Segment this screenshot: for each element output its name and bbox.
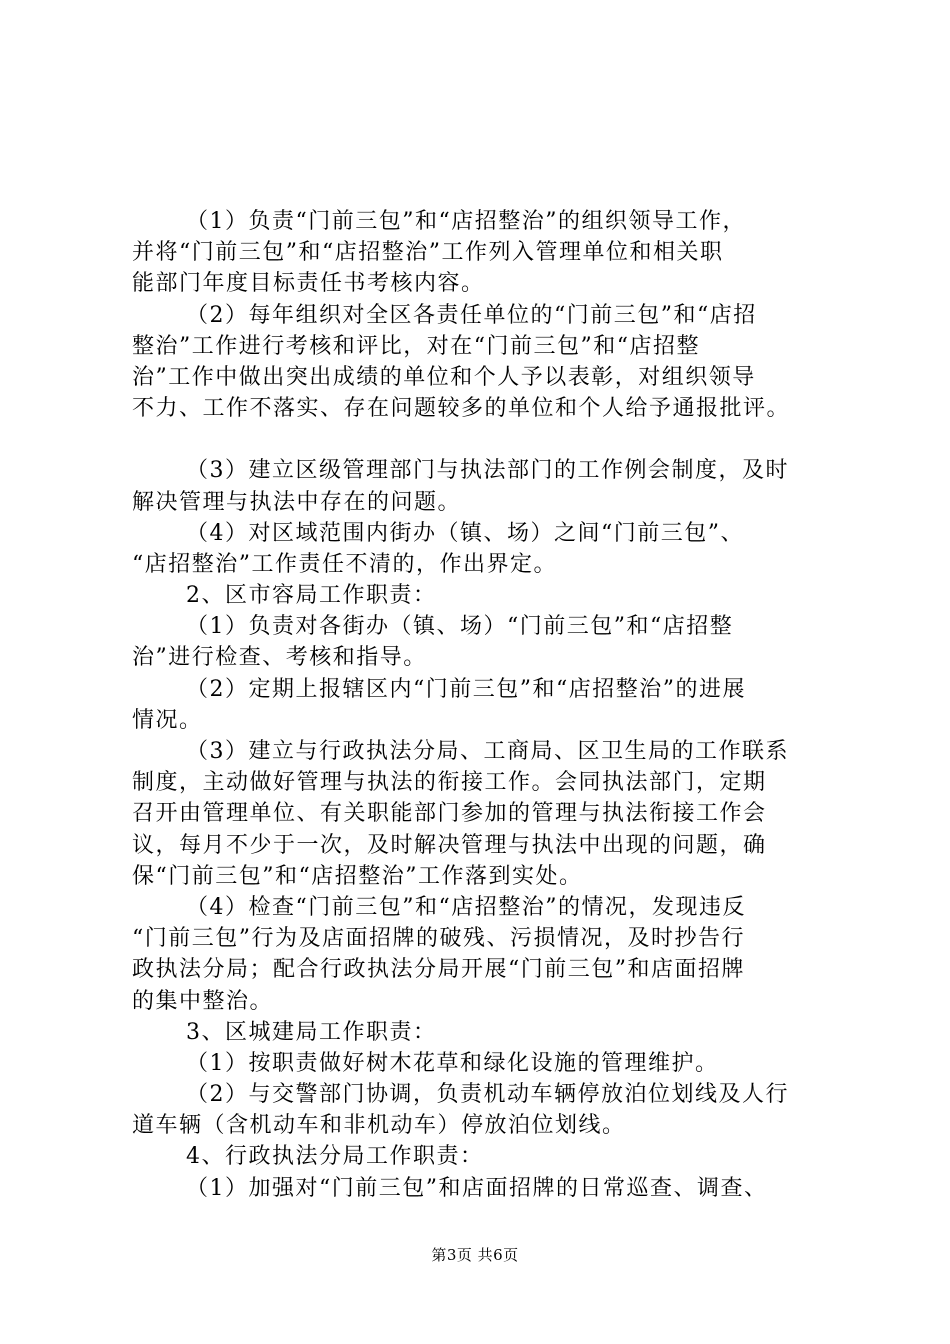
text-line: 道车辆（含机动车和非机动车）停放泊位划线。: [132, 1113, 626, 1139]
paragraph-2-1: [132, 611, 832, 673]
text-line: 解决管理与执法中存在的问题。: [132, 489, 462, 515]
paragraph-2-2: [132, 674, 832, 736]
paragraph-2-4: [132, 892, 832, 1017]
text-line: （2）定期上报辖区内“门前三包”和“店招整治”的进展: [186, 676, 746, 702]
paragraph-1-1: [132, 206, 832, 300]
paragraph-4-1: [132, 1173, 832, 1204]
section-heading-4: [132, 1141, 832, 1172]
text-line: 制度，主动做好管理与执法的衔接工作。会同执法部门，定期: [132, 770, 767, 796]
text-line: （1）负责“门前三包”和“店招整治”的组织领导工作，: [186, 209, 746, 234]
paragraph-1-3: [132, 455, 832, 517]
paragraph-3-1: [132, 1048, 832, 1079]
paragraph-1-4: [132, 518, 832, 580]
text-line: 2、区市容局工作职责：: [186, 583, 437, 609]
text-line: 整治”工作进行考核和评比，对在“门前三包”和“店招整: [132, 333, 700, 359]
paragraph-1-2: [132, 300, 832, 425]
text-line: （4）检查“门前三包”和“店招整治”的情况，发现违反: [186, 894, 746, 920]
text-line: （3）建立区级管理部门与执法部门的工作例会制度，及时: [186, 458, 789, 484]
text-line: （1）加强对“门前三包”和店面招牌的日常巡查、调查、: [186, 1175, 768, 1201]
text-line: 召开由管理单位、有关职能部门参加的管理与执法衔接工作会: [132, 801, 767, 827]
section-heading-2: [132, 580, 832, 611]
text-line: 治”工作中做出突出成绩的单位和个人予以表彰，对组织领导: [132, 364, 756, 390]
document-body: [132, 206, 832, 1204]
text-line: 情况。: [132, 707, 203, 733]
text-line: “门前三包”行为及店面招牌的破残、污损情况，及时抄告行: [132, 926, 745, 952]
text-line: （2）与交警部门协调，负责机动车辆停放泊位划线及人行: [186, 1082, 789, 1108]
text-line: （4）对区域范围内街办（镇、场）之间“门前三包”、: [186, 520, 744, 546]
text-line: 治”进行检查、考核和指导。: [132, 645, 427, 671]
paragraph-2-3: [132, 736, 832, 892]
page-footer: [0, 1244, 950, 1265]
section-heading-3: [132, 1017, 832, 1048]
text-line: 政执法分局；配合行政执法分局开展“门前三包”和店面招牌: [132, 957, 745, 983]
text-line: 议，每月不少于一次，及时解决管理与执法中出现的问题，确: [132, 832, 767, 858]
text-line: （1）按职责做好树木花草和绿化设施的管理维护。: [186, 1050, 719, 1076]
text-line: 4、行政执法分局工作职责：: [186, 1144, 484, 1170]
text-line: （3）建立与行政执法分局、工商局、区卫生局的工作联系: [186, 739, 789, 764]
text-line: 不力、工作不落实、存在问题较多的单位和个人给予通报批评。: [132, 396, 791, 422]
text-line: 3、区城建局工作职责：: [186, 1019, 437, 1045]
text-line: 的集中整治。: [132, 988, 274, 1014]
text-line: 保“门前三包”和“店招整治”工作落到实处。: [132, 863, 583, 889]
page-number: 第3页 共6页: [431, 1246, 519, 1264]
text-line: 并将“门前三包”和“店招整治”工作列入管理单位和相关职: [132, 240, 724, 266]
paragraph-3-2: [132, 1079, 832, 1141]
text-line: （2）每年组织对全区各责任单位的“门前三包”和“店招: [186, 302, 757, 328]
text-line: （1）负责对各街办（镇、场）“门前三包”和“店招整: [186, 614, 734, 640]
text-line: “店招整治”工作责任不清的，作出界定。: [132, 551, 557, 577]
text-line: 能部门年度目标责任书考核内容。: [132, 271, 485, 297]
